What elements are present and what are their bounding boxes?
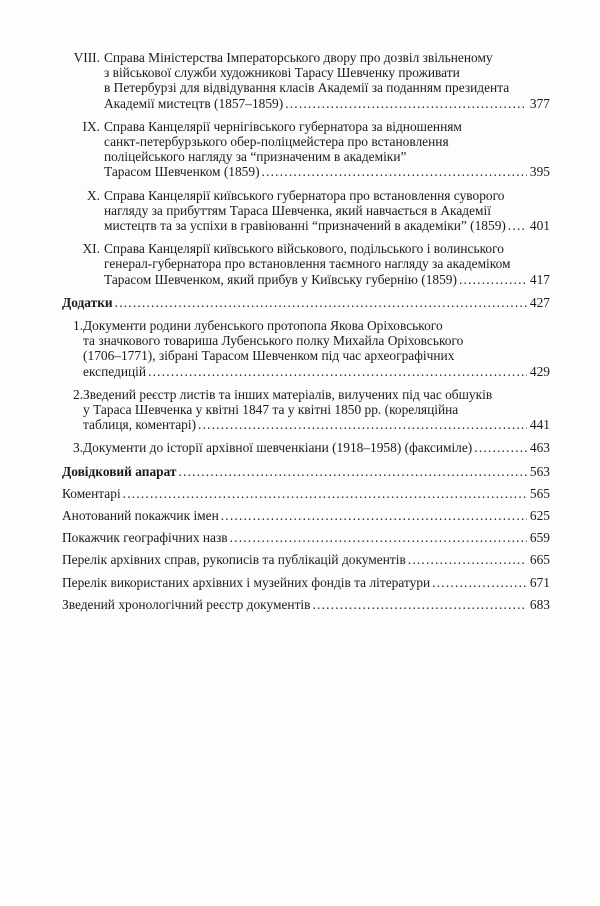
dot-leader [285, 96, 527, 111]
dot-leader [198, 417, 527, 432]
page-number: 565 [529, 485, 550, 501]
dot-leader [408, 552, 527, 567]
entry-line: мистецтв та за успіхи в гравіюванні “призначений в академіки” (1859) [104, 218, 506, 234]
toc-backmatter-geo-index [62, 530, 550, 545]
toc-backmatter-name-index [62, 508, 550, 523]
page-number: 665 [529, 552, 550, 568]
entry-leader-line [62, 295, 550, 310]
backmatter-label: Покажчик географічних назв [62, 530, 228, 546]
entry-line: з військової служби художникові Тарасу Шевченку проживати [104, 65, 460, 81]
entry-body [104, 119, 550, 180]
page-number: 441 [529, 417, 550, 433]
entry-line: (1706–1771), зібрані Тарасом Шевченком під час археографічних [83, 348, 455, 364]
dot-leader [179, 464, 527, 479]
entry-leader-line [104, 96, 550, 111]
entry-line: Справа Канцелярії чернігівського губернатора за відношенням [104, 118, 462, 134]
entry-line: нагляду за прибуттям Тараса Шевченка, який навчається в Академії [104, 202, 491, 218]
page-number: 659 [529, 530, 550, 546]
toc-subentry-2 [73, 387, 550, 433]
page-number: 401 [529, 218, 550, 234]
toc-backmatter-chrono-register [62, 597, 550, 612]
toc-backmatter-dovidkovyi-aparat [62, 464, 550, 479]
entry-number: 2. [73, 386, 84, 402]
entry-line: Тарасом Шевченком, який прибув у Київську губернію (1859) [104, 271, 457, 287]
dot-leader [221, 508, 527, 523]
entry-line: таблиця, коментарі) [83, 417, 197, 433]
entry-body [104, 50, 550, 111]
page-number: 683 [529, 596, 550, 612]
backmatter-label: Коментарі [62, 485, 121, 501]
entry-line: Зведений реєстр листів та інших матеріалів, вилучених під час обшуків [83, 386, 493, 402]
entry-leader-line [104, 218, 550, 233]
toc-subentry-3 [73, 440, 550, 455]
entry-leader-line [83, 364, 550, 379]
entry-numeral: IX. [82, 118, 100, 134]
entry-line: санкт-петербурзького обер-поліцмейстера про встановлення [104, 134, 449, 150]
page-number: 417 [529, 271, 550, 287]
entry-line: Академії мистецтв (1857–1859) [104, 95, 284, 111]
entry-line: Тарасом Шевченком (1859) [104, 164, 260, 180]
page-number: 377 [529, 95, 550, 111]
entry-body [104, 241, 550, 287]
entry-line: експедицій [83, 363, 147, 379]
toc-entry-ix [62, 119, 550, 180]
entry-line: Документи родини лубенського протопопа Якова Оріховського [83, 318, 443, 334]
entry-number: 1. [73, 318, 84, 334]
dot-leader [148, 364, 527, 379]
page-number: 671 [529, 574, 550, 590]
dot-leader [474, 440, 527, 455]
dot-leader [312, 597, 526, 612]
toc-backmatter-komentari [62, 486, 550, 501]
entry-leader-line [104, 164, 550, 179]
dot-leader [115, 295, 527, 310]
entry-line: поліцейського нагляду за “призначеним в академіки” [104, 149, 407, 165]
entry-line: та значкового товариша Лубенського полку Михайла Оріховського [83, 333, 464, 349]
page-number: 395 [529, 164, 550, 180]
page-number: 427 [529, 294, 550, 310]
entry-line: Справа Канцелярії київського губернатора про встановлення суворого [104, 187, 505, 203]
entry-body [83, 440, 550, 455]
entry-body [83, 318, 550, 379]
toc-section-dodatky [62, 295, 550, 310]
entry-line: в Петербурзі для відвідування класів Академії за поданням президента [104, 80, 510, 96]
entry-leader-line [83, 440, 550, 455]
dot-leader [459, 272, 527, 287]
entry-line: Справа Канцелярії київського військового, подільського і волинського [104, 241, 504, 257]
entry-body [83, 387, 550, 433]
toc-entry-xi [62, 241, 550, 287]
entry-line: генерал-губернатора про встановлення таємного нагляду за академіком [104, 256, 511, 272]
page-number: 429 [529, 363, 550, 379]
entry-leader-line [104, 272, 550, 287]
entry-numeral: VIII. [73, 50, 100, 65]
entry-number: 3. [73, 440, 84, 456]
dot-leader [230, 530, 527, 545]
dot-leader [262, 164, 527, 179]
backmatter-label: Перелік використаних архівних і музейних фондів та літератури [62, 574, 431, 590]
dot-leader [508, 218, 527, 233]
page-number: 625 [529, 508, 550, 524]
entry-leader-line [83, 417, 550, 432]
backmatter-label: Зведений хронологічний реєстр документів [62, 596, 311, 612]
entry-numeral: X. [86, 187, 100, 203]
backmatter-label: Анотований покажчик імен [62, 508, 219, 524]
backmatter-label: Довідковий апарат [62, 463, 177, 479]
section-label: Додатки [62, 294, 113, 310]
entry-line: Документи до історії архівної шевченкіани (1918–1958) (факсиміле) [83, 440, 473, 456]
toc-backmatter-archive-list [62, 552, 550, 567]
backmatter-label: Перелік архівних справ, рукописів та публікацій документів [62, 552, 406, 568]
page-number: 563 [529, 463, 550, 479]
toc-entry-viii [62, 50, 550, 111]
dot-leader [123, 486, 527, 501]
toc-entry-x [62, 188, 550, 234]
entry-numeral: XI. [82, 241, 100, 257]
dot-leader [432, 575, 527, 590]
entry-line: у Тараса Шевченка у квітні 1847 та у квітні 1850 рр. (кореляційна [83, 402, 459, 418]
toc-backmatter-funds-list [62, 575, 550, 590]
entry-line: Справа Міністерства Імператорського двору про дозвіл звільненому [104, 50, 493, 65]
entry-body [104, 188, 550, 234]
toc-subentry-1 [73, 318, 550, 379]
page-number: 463 [529, 440, 550, 456]
